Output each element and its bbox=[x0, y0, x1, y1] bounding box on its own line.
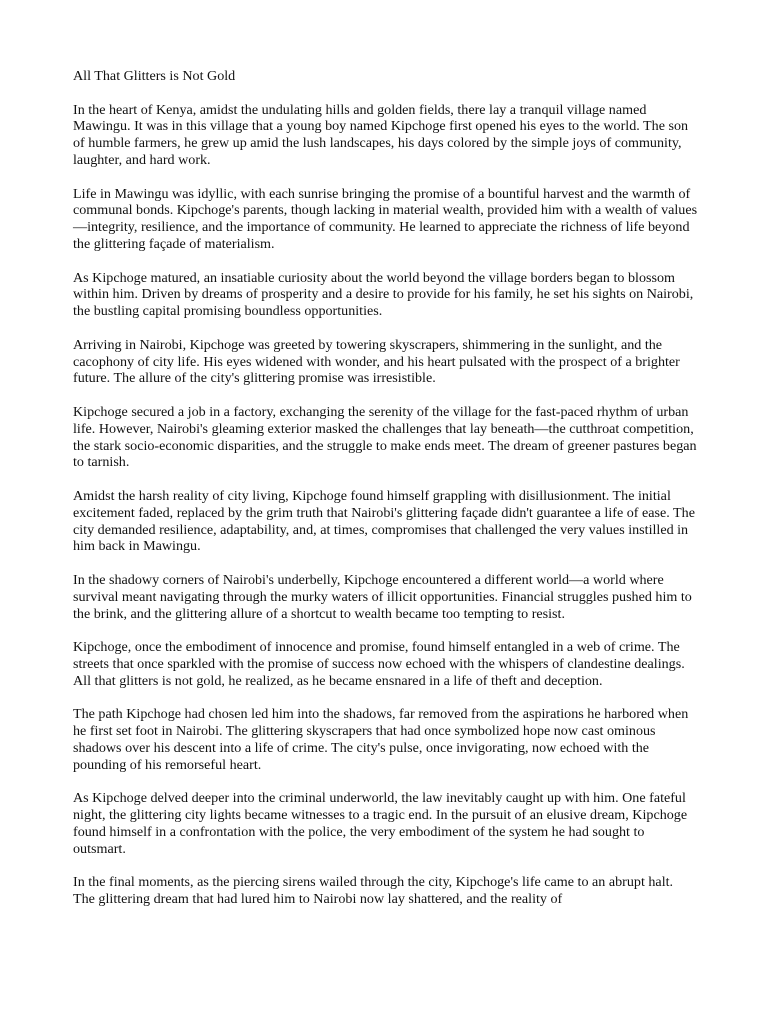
paragraph-5: Kipchoge secured a job in a factory, exchanging the serenity of the village for the fast-paced rhythm of urban life. However, Nairobi's gleaming exterior masked the challenges that lay beneath—the cutthroat competition, the stark socio-economic disparities, and the struggle to make ends meet. The dream of greener pastures began to tarnish. bbox=[73, 403, 697, 471]
paragraph-1: In the heart of Kenya, amidst the undulating hills and golden fields, there lay a tranquil village named Mawingu. It was in this village that a young boy named Kipchoge first opened his eyes to the world. The son of humble farmers, he grew up amid the lush landscapes, his days colored by the simple joys of community, laughter, and hard work. bbox=[73, 101, 689, 168]
document-page bbox=[73, 68, 698, 925]
paragraph-2: Life in Mawingu was idyllic, with each sunrise bringing the promise of a bountiful harvest and the warmth of communal bonds. Kipchoge's parents, though lacking in material wealth, provided him with a wealth of values—integrity, resilience, and the importance of community. He learned to appreciate the richness of life beyond the glittering façade of materialism. bbox=[73, 185, 698, 252]
paragraph-10: As Kipchoge delved deeper into the criminal underworld, the law inevitably caught up with him. One fateful night, the glittering city lights became witnesses to a tragic end. In the pursuit of an elusive dream, Kipchoge found himself in a confrontation with the police, the very embodiment of the system he had sought to outsmart. bbox=[73, 790, 688, 857]
paragraph-8: Kipchoge, once the embodiment of innocence and promise, found himself entangled in a web of crime. The streets that once sparkled with the promise of success now echoed with the whispers of clandestine dealings. All that glitters is not gold, he realized, as he became ensnared in a life of theft and deception. bbox=[73, 639, 685, 689]
paragraph-6: Amidst the harsh reality of city living, Kipchoge found himself grappling with disillusionment. The initial excitement faded, replaced by the grim truth that Nairobi's glittering façade didn't guarantee a life of ease. The city demanded resilience, adaptability, and, at times, compromises that challenged the very values instilled in him back in Mawingu. bbox=[73, 487, 695, 555]
paragraph-9: The path Kipchoge had chosen led him into the shadows, far removed from the aspirations he harbored when he first set foot in Nairobi. The glittering skyscrapers that had once symbolized hope now cast ominous shadows over his descent into a life of crime. The city's pulse, once invigorating, now echoed with the pounding of his remorseful heart. bbox=[73, 706, 689, 773]
paragraph-3: As Kipchoge matured, an insatiable curiosity about the world beyond the village borders began to blossom within him. Driven by dreams of prosperity and a desire to provide for his family, he set his sights on Nairobi, the bustling capital promising boundless opportunities. bbox=[73, 269, 694, 320]
paragraph-4: Arriving in Nairobi, Kipchoge was greeted by towering skyscrapers, shimmering in the sunlight, and the cacophony of city life. His eyes widened with wonder, and his heart pulsated with the prospect of a brighter future. The allure of the city's glittering promise was irresistible. bbox=[73, 336, 680, 387]
paragraph-11: In the final moments, as the piercing sirens wailed through the city, Kipchoge's life came to an abrupt halt. The glittering dream that had lured him to Nairobi now lay shattered, and the reality of bbox=[73, 874, 674, 908]
paragraph-7: In the shadowy corners of Nairobi's underbelly, Kipchoge encountered a different world—a world where survival meant navigating through the murky waters of illicit opportunities. Financial struggles pushed him to the brink, and the glittering allure of a shortcut to wealth became too tempting to resist. bbox=[73, 571, 692, 622]
document-title: All That Glitters is Not Gold bbox=[73, 68, 236, 84]
